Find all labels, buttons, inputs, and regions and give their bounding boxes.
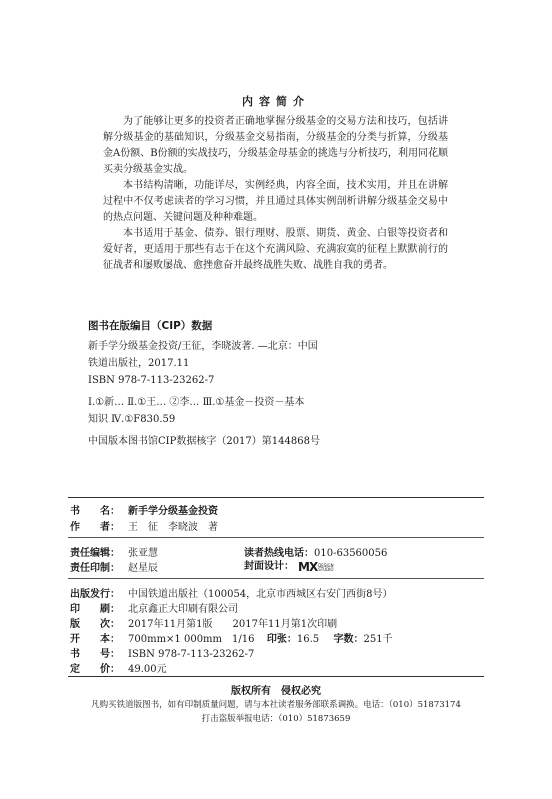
divider: [68, 497, 484, 498]
cip-block: [88, 338, 388, 450]
printing-value: 赵星辰: [128, 563, 158, 574]
intro-paragraph: 本书结构清晰，功能详尽，实例经典，内容全面，技术实用，并且在讲解过程中不仅考虑读者的学习习惯，并且通过具体实例剖析讲解分级基金交易中的热点问题、关键问题及种种难题。: [103, 180, 448, 223]
editor-value: 张亚慧: [128, 548, 158, 559]
printing-label: 责任印制：: [70, 563, 120, 574]
author-value: 王 征 李晓波 著: [128, 522, 218, 533]
service-notice: 凡购买铁道版图书，如有印制质量问题，请与本社读者服务部联系调换。电话：（010）51873174: [91, 700, 461, 710]
logo-mark: MX: [298, 559, 318, 574]
price-label: 定 价：: [70, 664, 120, 675]
isbn-label: 书 号：: [70, 649, 120, 660]
author-label: 作 者：: [70, 522, 120, 533]
edition-row: [70, 615, 337, 630]
cip-line: Ⅰ.①新… Ⅱ.①王… ②李… Ⅲ.①基金－投资－基本: [88, 397, 305, 408]
format-label: 开 本：: [70, 634, 120, 645]
publisher-value: 中国铁道出版社（100054，北京市西城区右安门西街8号）: [128, 589, 393, 600]
intro-paragraph: 本书适用于基金、债券、银行理财、股票、期货、黄金、白银等投资者和爱好者，更适用于那些有志于在这个充满风险、充满寂寞的征程上默默前行的征战者和屡败屡战、愈挫愈奋并最终战胜失败、战胜自我的勇者。: [103, 228, 448, 271]
cover-label: 封面设计：: [244, 561, 294, 572]
book-title-value: 新手学分级基金投资: [128, 506, 218, 517]
publisher-row: [70, 585, 393, 600]
cip-line: 新手学分级基金投资/王征，李晓波著. —北京：中国: [88, 341, 318, 352]
cip-line: ISBN 978-7-113-23262-7: [88, 375, 215, 386]
format-row: [70, 630, 393, 645]
piracy-hotline: 打击盗版举报电话：（010）51873659: [201, 714, 351, 724]
hotline-value: 010-63560056: [314, 548, 388, 559]
logo-sub: DESIGN: [318, 563, 334, 568]
format-value: 700mm×1 000mm 1/16: [128, 634, 255, 645]
sheets-label: 印张：: [266, 634, 297, 645]
printer-row: [70, 600, 238, 615]
divider: [68, 578, 484, 579]
words-label: 字数：: [333, 634, 364, 645]
editor-row: [70, 544, 158, 559]
author-row: [70, 518, 218, 533]
cip-line: 知识 Ⅳ.①F830.59: [88, 414, 176, 425]
intro-paragraph: 为了能够让更多的投资者正确地掌握分级基金的交易方法和技巧，包括讲解分级基金的基础知识，分级基金交易指南，分级基金的分类与折算，分级基金A份额、B份额的实战技巧，分级基金母基金的挑选与分析技巧，利用同花顺买卖分级基金实战。: [103, 116, 448, 175]
divider: [68, 537, 484, 538]
design-studio-logo: [298, 560, 334, 574]
price-row: [70, 660, 167, 675]
edition-value: 2017年11月第1版 2017年11月第1次印刷: [128, 619, 338, 630]
publisher-label: 出版发行：: [70, 589, 120, 600]
editor-label: 责任编辑：: [70, 548, 120, 559]
logo-sub: STUDIO: [318, 567, 334, 572]
hotline-label: 读者热线电话：: [244, 548, 314, 559]
book-title-label: 书 名：: [70, 506, 120, 517]
printing-row: [70, 559, 158, 574]
cip-heading: 图书在版编目（CIP）数据: [88, 320, 213, 332]
words-value: 251千: [363, 634, 393, 645]
sheets-value: 16.5: [296, 634, 320, 645]
isbn-row: [70, 645, 254, 660]
price-value: 49.00元: [128, 664, 167, 675]
isbn-value: ISBN 978-7-113-23262-7: [128, 649, 255, 660]
book-title-row: [70, 502, 218, 517]
printer-label: 印 刷：: [70, 604, 120, 615]
rights-notice: 版权所有 侵权必究: [231, 686, 321, 697]
intro-title: 内容简介: [242, 95, 310, 108]
edition-label: 版 次：: [70, 619, 120, 630]
printer-value: 北京鑫正大印刷有限公司: [128, 604, 238, 615]
cip-line: 铁道出版社，2017.11: [88, 358, 190, 369]
divider: [68, 676, 484, 677]
cover-row: [244, 557, 334, 574]
cip-line: 中国版本图书馆CIP数据核字（2017）第144868号: [88, 436, 320, 447]
intro-body: [103, 114, 448, 274]
